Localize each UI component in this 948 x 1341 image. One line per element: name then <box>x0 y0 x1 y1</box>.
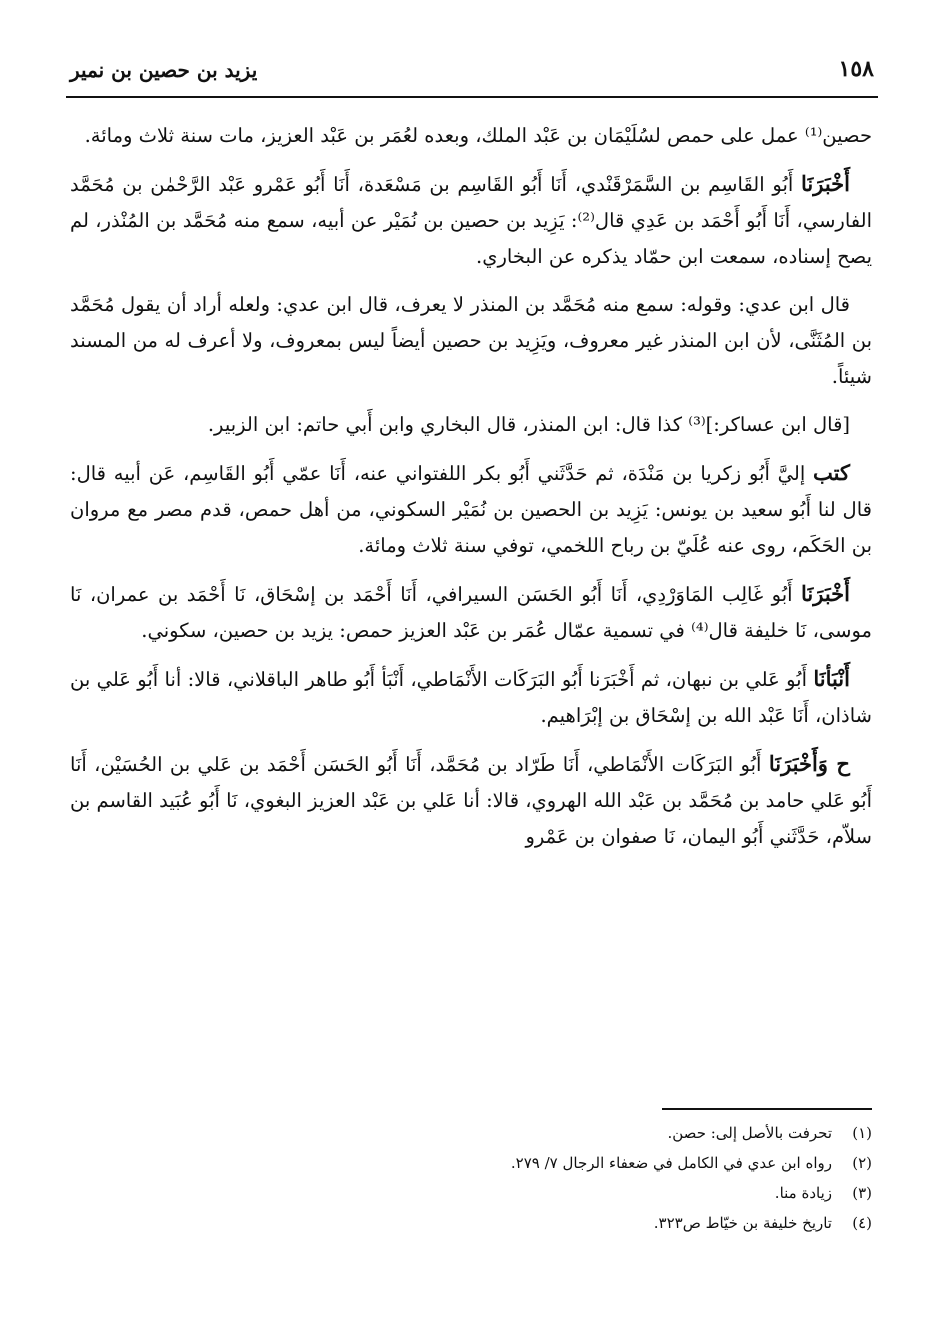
paragraph <box>70 576 872 649</box>
footnote-divider <box>662 1108 872 1110</box>
paragraph-lead: أَخْبَرَنَا <box>801 581 850 606</box>
paragraph <box>70 166 872 275</box>
paragraph <box>70 287 872 395</box>
running-header <box>66 50 878 98</box>
paragraph <box>70 746 872 855</box>
paragraph-text: أَبُو عَلي بن نبهان، ثم أَخْبَرَنا أَبُو البَرَكَات الأَنْمَاطي، أَنْبَأ أَبُو طاهر الباقلاني، قالا: أنا أَبُو عَلي بن شاذان، أَنَا عَبْد الله بن إسْحَاق بن إبْرَاهيم. <box>70 668 872 727</box>
footnote-text: زيادة منا. <box>774 1184 832 1202</box>
paragraph-text: إليَّ أَبُو زكريا بن مَنْدَة، ثم حَدَّثَني أَبُو بكر اللفتواني عنه، أَنَا عمّي أَبُو القَاسِم، عَن أبيه قال: قال لنا أَبُو سعيد بن يونس: يَزِيد بن الحصين بن نُمَيْر السكوني، من أهل حمص، قدم مصر مع مروان بن الحَكَم، روى عنه عُلَيّ بن رباح اللخمي، توفي سنة ثلاث ومائة. <box>70 462 872 557</box>
paragraph-text: [قال ابن عساكر:]⁽³⁾ كذا قال: ابن المنذر، قال البخاري وابن أَبي حاتم: ابن الزبير. <box>207 413 850 436</box>
footnote-number: (٢) <box>852 1154 872 1172</box>
footnote-text: تاريخ خليفة بن خيّاط ص٣٢٣. <box>653 1214 832 1232</box>
paragraph-lead: أَخْبَرَنَا <box>801 171 850 196</box>
paragraph-text: حصين⁽¹⁾ عمل على حمص لسُلَيْمَان بن عَبْد الملك، وبعده لعُمَر بن عَبْد العزيز، مات سنة ثلاث ومائة. <box>84 124 872 147</box>
footnote <box>70 1118 872 1148</box>
paragraph-text: قال ابن عدي: وقوله: سمع منه مُحَمَّد بن المنذر لا يعرف، قال ابن عدي: ولعله أراد أن يقول مُحَمَّد بن المُثَنَّى، لأن ابن المنذر غير معروف، ويَزِيد بن حصين أيضاً ليس بمعروف، ولا أعرف له من المسند شيئاً. <box>70 293 872 388</box>
footnote-text: رواه ابن عدي في الكامل في ضعفاء الرجال ٧/ ٢٧٩. <box>510 1154 832 1172</box>
main-text <box>70 118 872 867</box>
footnote <box>70 1208 872 1238</box>
paragraph-lead: كتب <box>813 460 850 485</box>
footnote <box>70 1148 872 1178</box>
footnote-number: (١) <box>852 1124 872 1142</box>
paragraph <box>70 118 872 154</box>
paragraph-text: أَبُو البَرَكَات الأَنْمَاطي، أَنَا طَرّاد بن مُحَمَّد، أَنَا أَبُو الحَسَن أَحْمَد بن عَلي بن الحُسَيْن، أَنَا أَبُو عَلي حامد بن مُحَمَّد بن عَبْد الله الهروي، قالا: أنا عَلي بن عَبْد العزيز البغوي، نَا أَبُو عُبَيد القاسم بن سلاّم، حَدَّثَني أَبُو اليمان، نَا صفوان بن عَمْرو <box>70 753 872 848</box>
paragraph-text: أَبُو القَاسِم بن السَّمَرْقَنْدي، أَنَا أَبُو القَاسِم بن مَسْعَدة، أَنَا أَبُو عَمْرو عَبْد الرَّحْمٰن بن مُحَمَّد الفارسي، أَنَا أَبُو أَحْمَد بن عَدِي قال⁽²⁾: يَزِيد بن حصين بن نُمَيْر عن أبيه، سمع منه مُحَمَّد بن المُنْذر، لم يصح إسناده، سمعت ابن حمّاد يذكره عن البخاري. <box>70 173 872 268</box>
footnotes <box>70 1108 872 1238</box>
paragraph-lead: أَنْبَأنَا <box>813 666 850 691</box>
footnote <box>70 1178 872 1208</box>
paragraph <box>70 455 872 564</box>
page-number: ١٥٨ <box>838 56 874 82</box>
paragraph-text: أَبُو غَالِب المَاوَرْدِي، أَنَا أَبُو الحَسَن السيرافي، أَنَا أَحْمَد بن إسْحَاق، نَا أَحْمَد بن عمران، نَا موسى، نَا خليفة قال⁽⁴⁾ في تسمية عمّال عُمَر بن عَبْد العزيز حمص: يزيد بن حصين، سكوني. <box>70 583 872 642</box>
paragraph <box>70 661 872 734</box>
paragraph-lead: ح وَأَخْبَرَنَا <box>768 751 850 776</box>
footnote-number: (٤) <box>852 1214 872 1232</box>
header-title: يزيد بن حصين بن نمير <box>70 58 258 82</box>
footnote-number: (٣) <box>852 1184 872 1202</box>
paragraph <box>70 407 872 443</box>
footnote-text: تحرفت بالأصل إلى: حصن. <box>667 1124 832 1142</box>
